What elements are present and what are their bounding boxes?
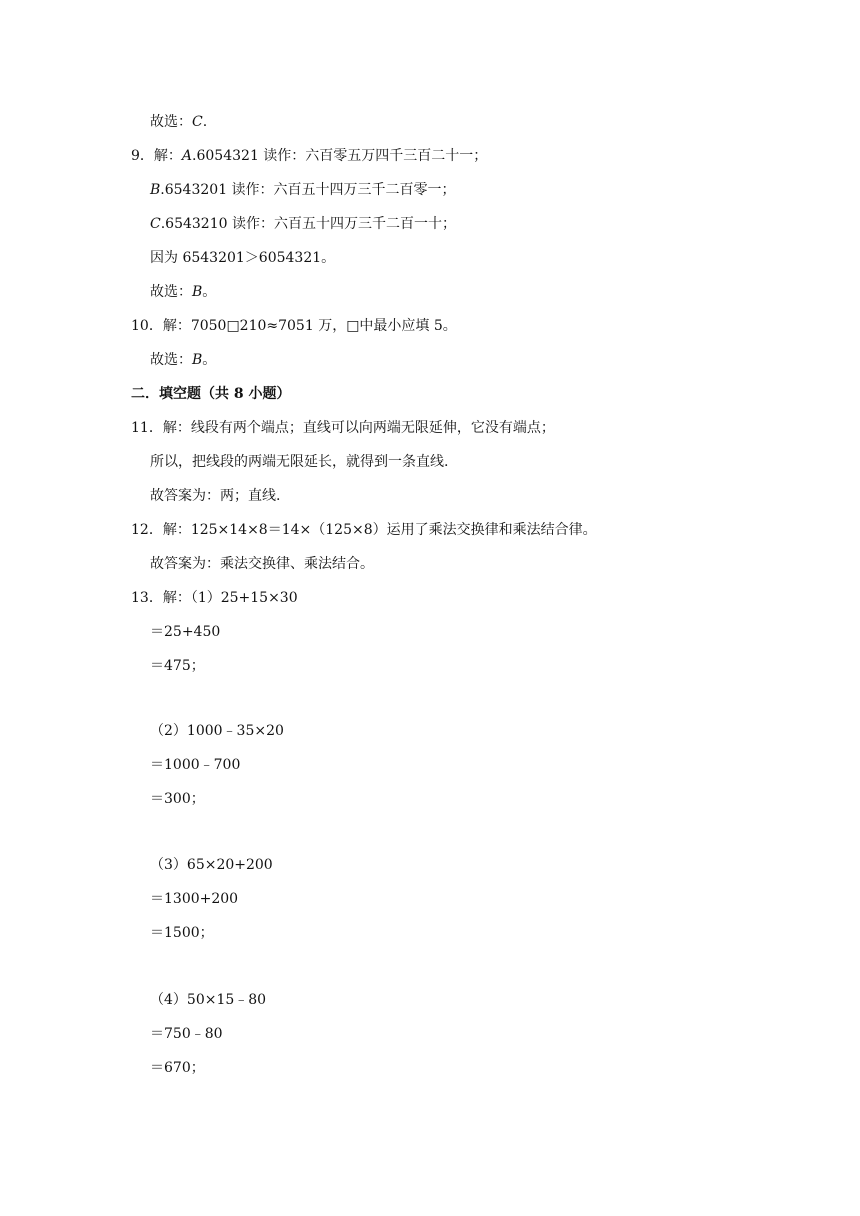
calc-step: （2）1000﹣35×20 [150,723,284,739]
answer-line: 故选：B。 [150,352,217,368]
calc-step: （4）50×15﹣80 [150,992,267,1008]
solution-line: 所以，把线段的两端无限延长，就得到一条直线. [150,454,449,470]
solution-12-line: 12．解：125×14×8＝14×（125×8）运用了乘法交换律和乘法结合律。 [131,522,597,538]
solution-10-line: 10．解：7050□210≈7051 万，□中最小应填 5。 [131,318,457,334]
calc-step: ＝1000﹣700 [150,757,241,773]
answer-line: 故答案为：乘法交换律、乘法结合。 [150,556,374,572]
solution-line: 因为 6543201＞6054321。 [150,250,336,266]
solution-11-line: 11．解：线段有两个端点；直线可以向两端无限延伸，它没有端点； [131,420,555,436]
answer-line: 故选：B。 [150,284,217,300]
solution-line: B.6543201 读作：六百五十四万三千二百零一； [150,182,456,198]
calc-step: （3）65×20+200 [150,857,273,873]
calc-step: ＝1500； [150,925,214,941]
section-heading: 二．填空题（共 8 小题） [131,386,291,402]
solution-9-line: 9．解：A.6054321 读作：六百零五万四千三百二十一； [131,148,488,164]
solution-line: C.6543210 读作：六百五十四万三千二百一十； [150,216,456,232]
calc-step: ＝670； [150,1060,205,1076]
solution-13-line: 13．解：（1）25+15×30 [131,590,298,606]
calc-step: ＝1300+200 [150,891,239,907]
calc-step: ＝300； [150,791,205,807]
answer-line: 故答案为：两；直线. [150,488,281,504]
calc-step: ＝475； [150,658,205,674]
answer-line: 故选：C. [150,114,208,130]
calc-step: ＝25+450 [150,624,221,640]
calc-step: ＝750﹣80 [150,1026,223,1042]
